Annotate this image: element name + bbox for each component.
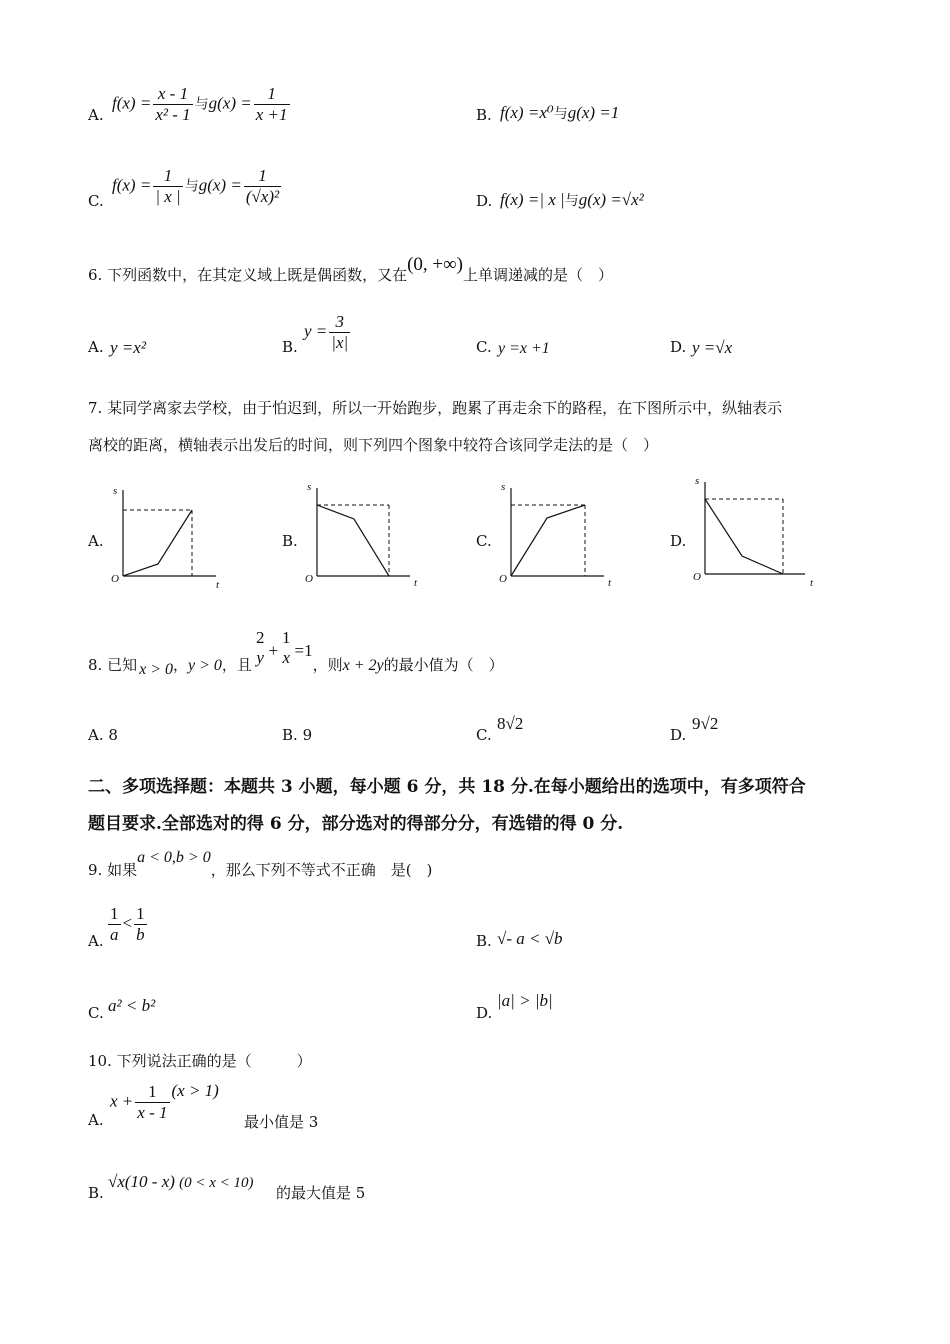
q7-graph-d — [690, 472, 820, 592]
q7-option-b-label: B. — [282, 532, 298, 550]
q9-option-a-expr: $\frac{1}{a}$ < $\frac{1}{b}$ — [110, 904, 145, 944]
q10-option-a-expr: x + $\frac{1}{x - 1}$ (x > 1) — [110, 1081, 219, 1122]
origin-label: O — [305, 573, 313, 585]
q7-option-a-label: A. — [88, 532, 104, 550]
q8-option-b: B. 9 — [282, 726, 313, 744]
origin-label: O — [693, 571, 701, 583]
q6-option-a-expr: y =x² — [110, 338, 146, 357]
q7-graph-b — [302, 478, 422, 592]
q10-option-b-expr: √x(10 - x) (0 < x < 10) — [108, 1172, 254, 1191]
q6-stem: 6. 下列函数中，在其定义域上既是偶函数，又在(0, +∞)上单调递减的是（ ） — [88, 254, 614, 284]
q9-option-b-expr: √- a < √b — [497, 929, 563, 948]
q9-option-d-expr: |a| > |b| — [497, 991, 553, 1010]
q7-option-c-label: C. — [476, 532, 492, 550]
origin-label: O — [111, 573, 119, 585]
q5-option-d-expr: f(x) =| x |与g(x) =√x² — [500, 190, 644, 209]
q5-option-c-label: C. — [88, 192, 104, 210]
q5-option-a-expr: f(x) = $\frac{x - 1}{\text{x² - 1}}$ 与g(x) = $\frac{1}{x +1}$ — [112, 84, 288, 124]
q10-option-a-tail: 最小值是 3 — [244, 1113, 319, 1131]
axis-t-label: t — [216, 579, 220, 591]
q6-option-d-expr: y =√x — [692, 338, 733, 357]
q6-option-a-label: A. — [88, 338, 104, 356]
axis-s-label: s — [113, 485, 118, 497]
q7-option-d-label: D. — [670, 532, 687, 550]
q8-option-d-value: 9√2 — [692, 714, 719, 733]
distance-curve — [317, 505, 389, 576]
q7-graph-c — [496, 478, 616, 592]
q7-stem-line2: 离校的距离，横轴表示出发后的时间，则下列四个图象中较符合该同学走法的是（ ） — [88, 436, 659, 454]
axis-s-label: s — [307, 481, 312, 493]
distance-curve — [705, 499, 783, 574]
q10-option-b-tail: 的最大值是 5 — [276, 1184, 366, 1202]
q9-stem: 9. 如果a < 0,b > 0，那么下列不等式不正确 是( ) — [88, 849, 433, 879]
section2-header-line1: 二、多项选择题：本题共 3 小题，每小题 6 分，共 18 分.在每小题给出的选项中，有多项符合 — [88, 777, 806, 797]
q10-option-b-label: B. — [88, 1184, 104, 1202]
q5-option-b-label: B. — [476, 106, 492, 124]
q6-option-d-label: D. — [670, 338, 687, 356]
origin-label: O — [499, 573, 507, 585]
q9-option-a-label: A. — [88, 932, 104, 950]
axis-s-label: s — [695, 475, 700, 487]
q9-option-b-label: B. — [476, 932, 492, 950]
q10-option-a-label: A. — [88, 1111, 104, 1129]
q6-option-b-expr: y = $\frac{3}{|x|}$ — [304, 312, 349, 352]
axis-t-label: t — [414, 577, 418, 589]
axis-s-label: s — [501, 481, 506, 493]
q5-option-d-label: D. — [476, 192, 493, 210]
q7-stem-line1: 7. 某同学离家去学校，由于怕迟到，所以一开始跑步，跑累了再走余下的路程，在下图所示中，纵轴表示 — [88, 399, 783, 417]
q10-stem: 10. 下列说法正确的是（ ） — [88, 1052, 312, 1070]
q5-option-c-expr: f(x) = $\frac{1}{| x |}$ 与g(x) = $\frac{1}{\text{(√x)²}}$ — [112, 166, 280, 206]
q9-option-c-expr: a² < b² — [108, 996, 156, 1015]
q8-stem: 8. 已知 x > 0，y > 0，且 2 y + 1 x =1，则x + 2y的最小值为（ ） — [88, 628, 504, 678]
axis-t-label: t — [810, 577, 814, 589]
q6-option-c-expr: y =x +1 — [498, 340, 550, 357]
q8-option-c-label: C. — [476, 726, 492, 744]
distance-curve — [511, 505, 585, 576]
axis-t-label: t — [608, 577, 612, 589]
q5-option-a-label: A. — [88, 106, 104, 124]
q9-option-d-label: D. — [476, 1004, 493, 1022]
q8-option-c-value: 8√2 — [497, 714, 524, 733]
q8-option-a: A. 8 — [88, 726, 118, 744]
q5-option-b-expr: f(x) =x⁰与g(x) =1 — [500, 103, 620, 122]
q8-option-d-label: D. — [670, 726, 687, 744]
q6-option-c-label: C. — [476, 338, 492, 356]
q6-option-b-label: B. — [282, 338, 298, 356]
q9-option-c-label: C. — [88, 1004, 104, 1022]
q7-graph-a — [108, 480, 228, 592]
section2-header-line2: 题目要求.全部选对的得 6 分，部分选对的得部分分，有选错的得 0 分. — [88, 814, 624, 834]
distance-curve — [123, 510, 192, 576]
